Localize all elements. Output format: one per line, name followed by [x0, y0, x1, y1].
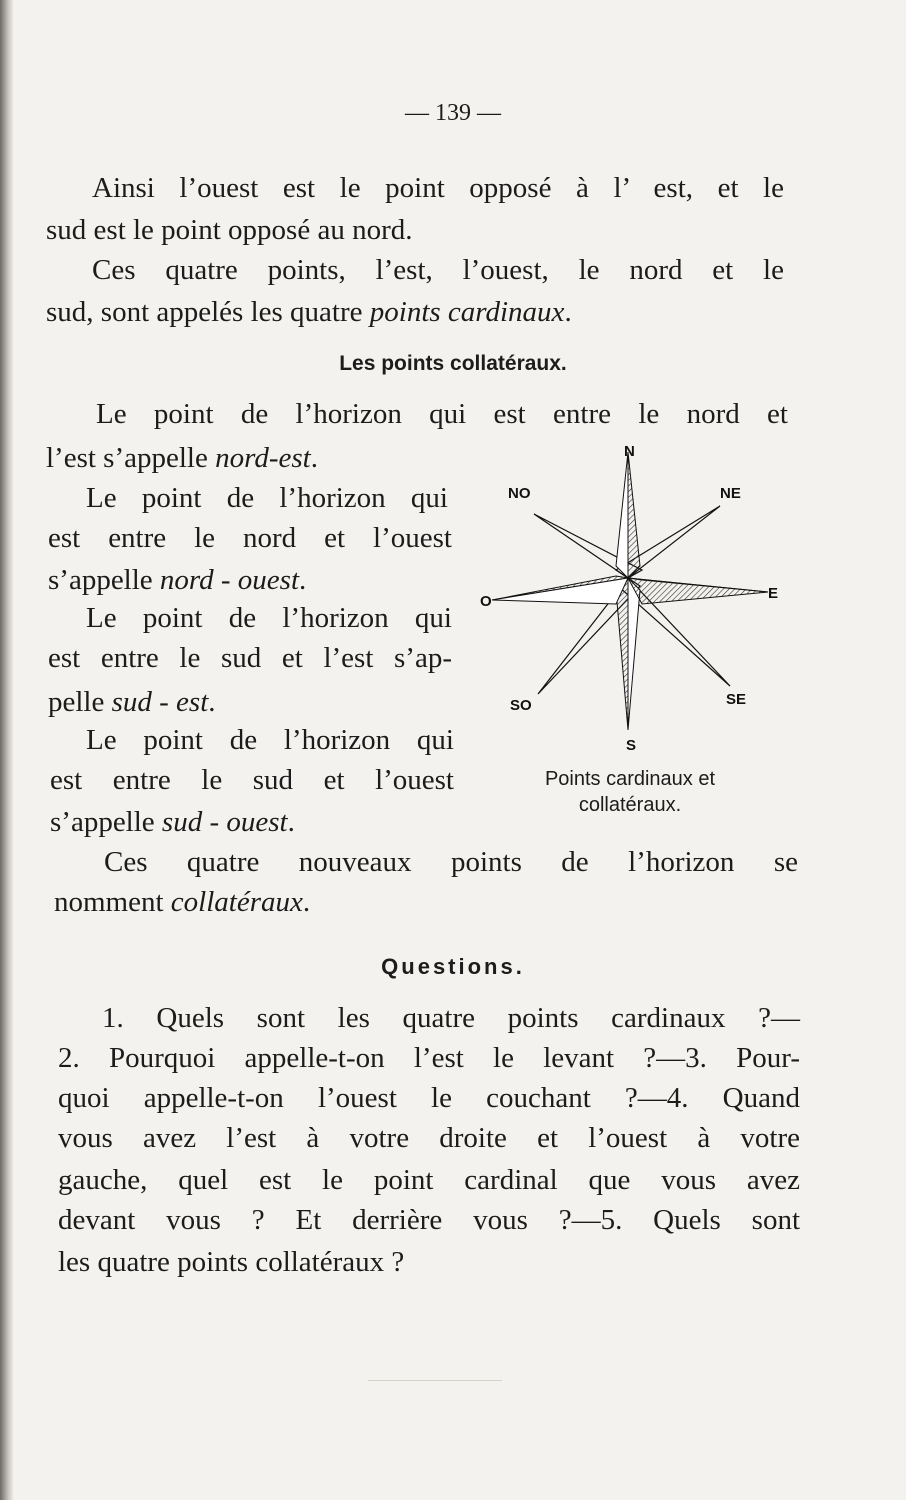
compass-label-o: O [480, 593, 492, 610]
compass-label-no: NO [508, 485, 531, 502]
figure-caption [500, 766, 760, 818]
term-sud-est: sud - est [111, 686, 209, 718]
compass-label-s: S [626, 737, 637, 754]
bleed-through-rule [368, 1380, 502, 1381]
para3-line1: Le point de l’horizon qui est entre le nord et [96, 398, 788, 430]
para4-line1: Le point de l’horizon qui [86, 482, 448, 514]
compass-label-ne: NE [720, 485, 741, 502]
para7-line1: Ces quatre nouveaux points de l’horizon se [104, 846, 798, 878]
term-nord-ouest: nord - ouest [159, 564, 300, 596]
section-heading-questions: Questions. [381, 954, 525, 979]
question-line: quoi appelle-t-on l’ouest le couchant ?—4. Quand [58, 1082, 800, 1114]
para6-line1: Le point de l’horizon qui [86, 724, 454, 756]
compass-label-so: SO [510, 697, 532, 714]
compass-rose-figure [476, 440, 796, 760]
para3-line2: l’est s’appelle nord-est. [46, 442, 318, 474]
para5-line2: est entre le sud et l’est s’ap- [48, 642, 452, 674]
para1-line2: sud est le point opposé au nord. [46, 214, 413, 246]
compass-label-e: E [768, 585, 779, 602]
figure-caption-line1: Points cardinaux et [544, 768, 716, 790]
para4-line3: s’appelle nord - ouest. [48, 564, 307, 596]
section-heading-collateral: Les points collatéraux. [339, 352, 567, 375]
para6-line3: s’appelle sud - ouest. [50, 806, 295, 838]
question-line: devant vous ? Et derrière vous ?—5. Quels sont [58, 1204, 800, 1236]
question-line: les quatre points collatéraux ? [58, 1246, 405, 1278]
para7-line2: nomment collatéraux. [54, 886, 311, 918]
para4-line2: est entre le nord et l’ouest [48, 522, 452, 554]
para1-line1: Ainsi l’ouest est le point opposé à l’ est, et le [92, 172, 784, 204]
page-number: — 139 — [405, 100, 501, 126]
term-collateraux: collatéraux [170, 886, 303, 918]
question-line: vous avez l’est à votre droite et l’ouest à votre [58, 1122, 800, 1154]
term-nord-est: nord-est [215, 442, 311, 474]
term-points-cardinaux: points cardinaux [369, 296, 565, 328]
question-line: gauche, quel est le point cardinal que vous avez [58, 1164, 800, 1196]
para2-line1: Ces quatre points, l’est, l’ouest, le nord et le [92, 254, 784, 286]
para2-line2: sud, sont appelés les quatre points cardinaux. [46, 296, 572, 328]
question-line: 1. Quels sont les quatre points cardinaux ?— [102, 1002, 800, 1034]
para5-line3: pelle sud - est. [48, 686, 216, 718]
compass-label-se: SE [726, 691, 747, 708]
question-line: 2. Pourquoi appelle-t-on l’est le levant ?—3. Pour- [58, 1042, 800, 1074]
para6-line2: est entre le sud et l’ouest [50, 764, 454, 796]
para5-line1: Le point de l’horizon qui [86, 602, 452, 634]
page-binding-shadow [0, 0, 14, 1500]
compass-label-n: N [624, 443, 635, 460]
term-sud-ouest: sud - ouest [161, 806, 288, 838]
figure-caption-line2: collatéraux. [578, 794, 682, 816]
